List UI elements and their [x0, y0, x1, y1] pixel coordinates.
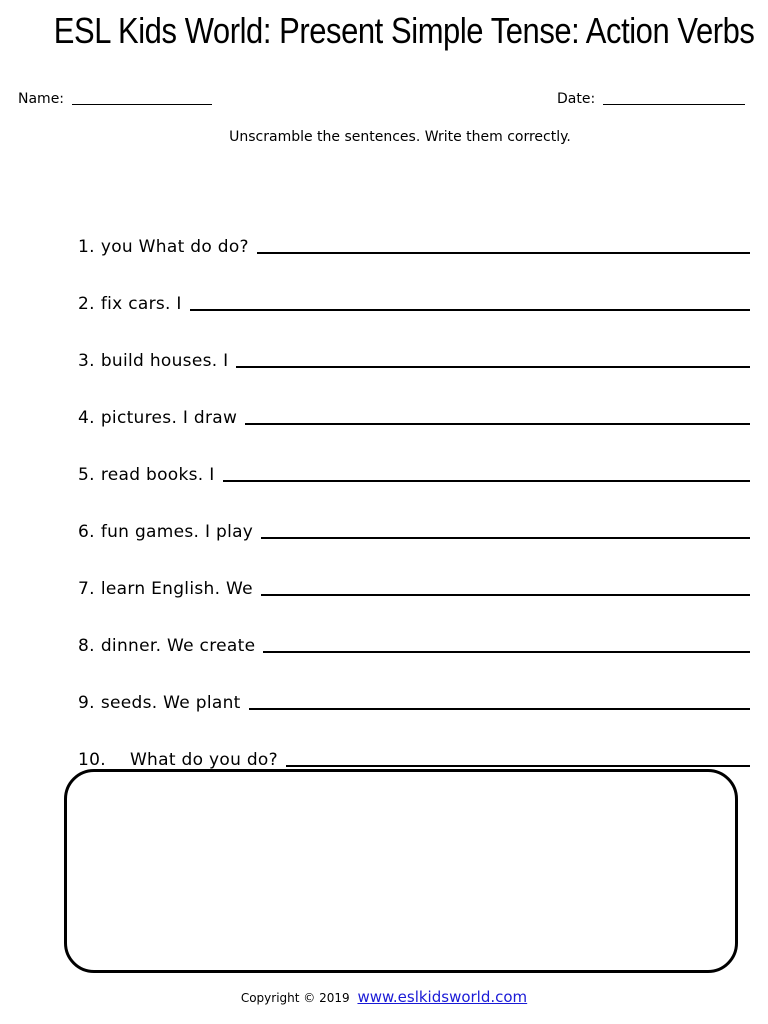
scrambled-sentence: build houses. I	[100, 351, 229, 371]
answer-line[interactable]	[190, 309, 750, 311]
answer-line[interactable]	[249, 708, 750, 710]
exercise-item	[78, 257, 750, 314]
scrambled-sentence: read books. I	[100, 465, 215, 485]
item-number: 4.	[78, 408, 95, 428]
scrambled-sentence: you What do do?	[100, 237, 249, 257]
exercise-item	[78, 713, 750, 770]
scrambled-sentence: What do you do?	[129, 750, 278, 770]
name-label: Name:	[18, 91, 65, 107]
drawing-box[interactable]	[64, 769, 738, 973]
scrambled-sentence: fix cars. I	[100, 294, 182, 314]
item-number: 1.	[78, 237, 95, 257]
answer-line[interactable]	[261, 537, 750, 539]
answer-line[interactable]	[245, 423, 750, 425]
item-number: 10.	[78, 750, 106, 770]
page-title: ESL Kids World: Present Simple Tense: Action Verbs	[53, 10, 755, 51]
answer-line[interactable]	[263, 651, 750, 653]
exercise-list	[78, 200, 750, 770]
exercise-item	[78, 542, 750, 599]
footer	[0, 988, 768, 1006]
scrambled-sentence: pictures. I draw	[100, 408, 238, 428]
exercise-item	[78, 371, 750, 428]
copyright-text: Copyright © 2019	[240, 991, 350, 1005]
scrambled-sentence: fun games. I play	[100, 522, 254, 542]
item-number: 8.	[78, 636, 95, 656]
item-number: 9.	[78, 693, 95, 713]
date-label: Date:	[557, 91, 596, 107]
answer-line[interactable]	[257, 252, 750, 254]
answer-line[interactable]	[286, 765, 750, 767]
exercise-item	[78, 428, 750, 485]
item-number: 3.	[78, 351, 95, 371]
website-link[interactable]: www.eslkidsworld.com	[357, 988, 528, 1006]
exercise-item	[78, 656, 750, 713]
date-field-row	[557, 91, 745, 107]
exercise-item	[78, 599, 750, 656]
instructions: Unscramble the sentences. Write them correctly.	[229, 129, 571, 145]
scrambled-sentence: seeds. We plant	[100, 693, 241, 713]
item-number: 2.	[78, 294, 95, 314]
name-line[interactable]	[72, 104, 212, 105]
date-line[interactable]	[603, 104, 745, 105]
exercise-item	[78, 485, 750, 542]
answer-line[interactable]	[261, 594, 750, 596]
item-number: 6.	[78, 522, 95, 542]
item-number: 5.	[78, 465, 95, 485]
answer-line[interactable]	[223, 480, 750, 482]
name-field-row	[18, 91, 212, 107]
item-number: 7.	[78, 579, 95, 599]
exercise-item	[78, 314, 750, 371]
scrambled-sentence: learn English. We	[100, 579, 253, 599]
answer-line[interactable]	[236, 366, 750, 368]
exercise-item	[78, 200, 750, 257]
scrambled-sentence: dinner. We create	[100, 636, 256, 656]
